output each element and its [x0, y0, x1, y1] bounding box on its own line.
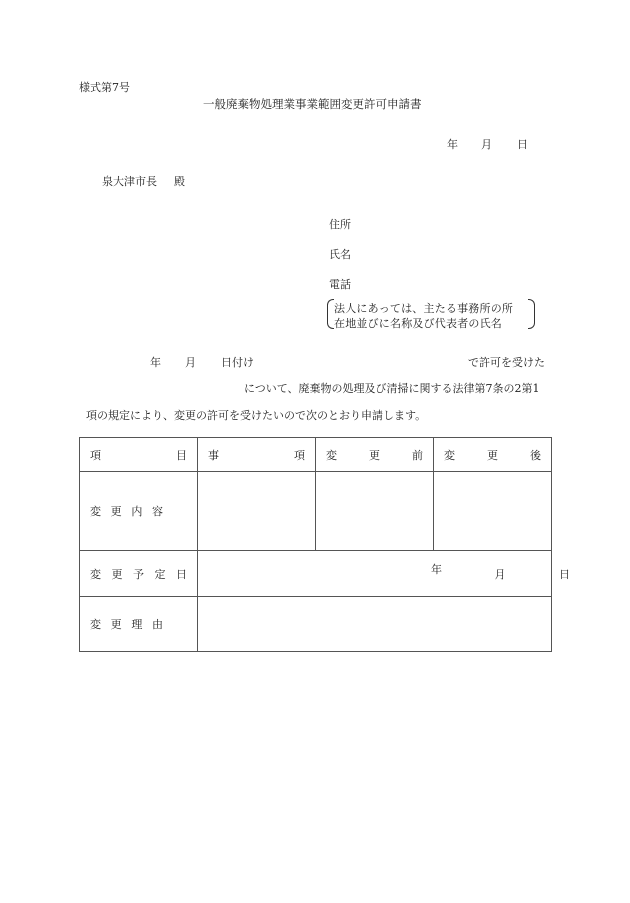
scheduled-date-cell[interactable]: [198, 551, 570, 597]
form-number: 様式第7号: [79, 81, 130, 94]
table-row: [80, 597, 552, 652]
header-after: 変 更 後: [434, 438, 552, 472]
change-before-cell[interactable]: [316, 472, 434, 551]
phone-label: 電話: [329, 278, 351, 291]
scheduled-year: 年: [431, 562, 442, 576]
header-before: 変 更 前: [316, 438, 434, 472]
corporate-note-line2: 在地並びに名称及び代表者の氏名: [334, 317, 502, 330]
table-row: [80, 472, 552, 551]
corporate-note: [327, 299, 535, 329]
change-reason-cell[interactable]: [198, 597, 552, 652]
header-item: 項 目: [80, 438, 198, 472]
addressee-honorific: 殿: [174, 175, 185, 188]
corporate-note-line1: 法人にあっては、主たる事務所の所: [334, 302, 514, 315]
scheduled-day: 日: [559, 567, 570, 581]
header-matter: 事 項: [198, 438, 316, 472]
table-header-row: [80, 438, 552, 472]
table-row: [80, 551, 552, 597]
change-after-cell[interactable]: [434, 472, 552, 551]
scheduled-month: 月: [494, 567, 506, 581]
row-label-change-content: 変 更 内 容: [80, 472, 198, 551]
document-title: 一般廃棄物処理業事業範囲変更許可申請書: [203, 97, 422, 111]
body-line3: 項の規定により、変更の許可を受けたいので次のとおり申請します。: [86, 409, 427, 422]
permit-received-text: で許可を受けた: [468, 356, 545, 369]
name-label: 氏名: [329, 248, 351, 261]
right-bracket-icon: [528, 299, 535, 329]
row-label-change-reason: 変 更 理 由: [80, 597, 198, 652]
application-table: [79, 437, 570, 652]
left-bracket-icon: [327, 299, 334, 329]
row-label-scheduled-date: 変 更 予 定 日: [80, 551, 198, 597]
permit-date-month: 月: [185, 356, 196, 369]
header-date-year: 年: [447, 138, 458, 151]
permit-date-year: 年: [150, 356, 161, 369]
permit-date-day: 日付け: [221, 356, 254, 369]
header-date-month: 月: [481, 138, 492, 151]
change-matter-cell[interactable]: [198, 472, 316, 551]
addressee-name: 泉大津市長: [102, 175, 157, 188]
address-label: 住所: [329, 218, 351, 231]
header-date-day: 日: [517, 138, 528, 151]
body-line2: について、廃棄物の処理及び清掃に関する法律第7条の2第1: [244, 382, 540, 395]
